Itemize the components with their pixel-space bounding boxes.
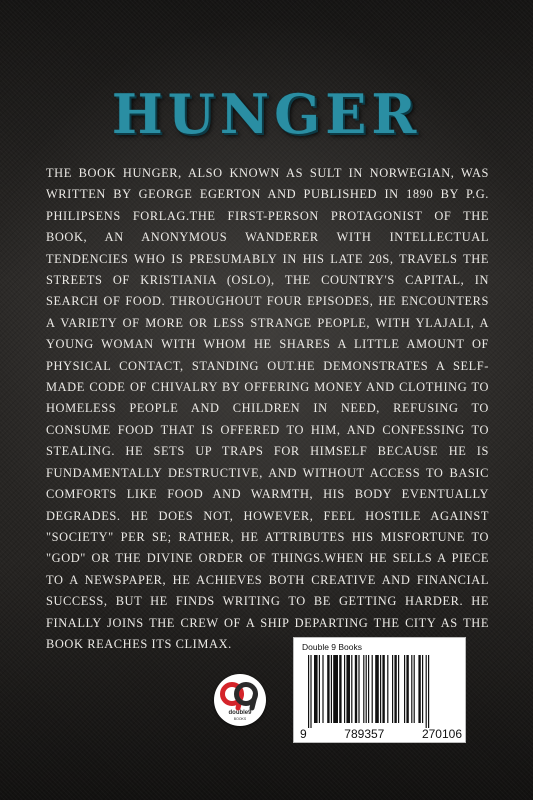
barcode-bar bbox=[355, 655, 357, 723]
barcode-bar bbox=[414, 655, 415, 723]
barcode-bar bbox=[339, 655, 341, 723]
book-title: HUNGER bbox=[111, 82, 422, 146]
isbn-group-1: 789357 bbox=[344, 727, 385, 741]
barcode-bar bbox=[404, 655, 405, 723]
logo-wordmark: double9 bbox=[228, 710, 252, 716]
barcode-bar bbox=[375, 655, 379, 723]
barcode-publisher-label: Double 9 Books bbox=[302, 642, 363, 652]
barcode-bar bbox=[406, 655, 408, 723]
publisher-logo bbox=[214, 674, 266, 726]
barcode-bar bbox=[392, 655, 393, 723]
barcode-bar bbox=[333, 655, 338, 723]
barcode-bar bbox=[331, 655, 332, 723]
barcode-bar bbox=[351, 655, 352, 723]
barcode-bar bbox=[346, 655, 350, 723]
isbn-number bbox=[300, 727, 462, 741]
barcode-bar bbox=[322, 655, 323, 723]
barcode-bar bbox=[411, 655, 412, 723]
barcode-bar bbox=[310, 655, 311, 728]
barcode-bar bbox=[366, 655, 367, 723]
barcode-bar bbox=[308, 655, 309, 728]
barcode-bar bbox=[428, 655, 429, 728]
barcode-bar bbox=[387, 655, 388, 723]
isbn-barcode bbox=[293, 637, 466, 743]
logo-sub: BOOKS bbox=[233, 717, 247, 721]
double-9-books-logo-icon bbox=[214, 674, 266, 726]
barcode-bar bbox=[398, 655, 399, 723]
barcode-bar bbox=[394, 655, 396, 723]
isbn-group-2: 270106 bbox=[421, 727, 462, 741]
barcode-bar bbox=[327, 655, 329, 723]
barcode-bar bbox=[358, 655, 359, 723]
barcode-bar bbox=[314, 655, 318, 723]
barcode-bar bbox=[426, 655, 427, 728]
barcode-bar bbox=[372, 655, 373, 723]
isbn-prefix: 9 bbox=[300, 727, 307, 741]
barcode-bar bbox=[344, 655, 345, 723]
barcode-bar bbox=[382, 655, 384, 723]
barcode-bar bbox=[418, 655, 420, 723]
barcode-bar bbox=[422, 655, 423, 723]
barcode-bar bbox=[319, 655, 320, 723]
barcode-bar bbox=[363, 655, 364, 723]
book-synopsis: THE BOOK HUNGER, ALSO KNOWN AS SULT IN NORWEGIAN, WAS WRITTEN BY GEORGE EGERTON AND PUBLISHED IN 1890 BY P.G. PHILIPSENS FORLAG.THE FIRST-PERSON PROTAGONIST OF THE BOOK, AN ANONYMOUS WANDERER WITH INTELLECTUAL TENDENCIES WHO IS PRESUMABLY IN HIS LATE 20S, TRAVELS THE STREETS OF KRISTIANIA (OSLO), THE COUNTRY'S CAPITAL, IN SEARCH OF FOOD. THROUGHOUT FOUR EPISODES, HE ENCOUNTERS A VARIETY OF MORE OR LESS STRANGE PEOPLE, WITH YLAJALI, A YOUNG WOMAN WITH WHOM HE SHARES A LITTLE AMOUNT OF PHYSICAL CONTACT, STANDING OUT.HE DEMONSTRATES A SELF-MADE CODE OF CHIVALRY BY OFFERING MONEY AND CLOTHING TO HOMELESS PEOPLE AND CHILDREN IN NEED, REFUSING TO CONSUME FOOD THAT IS OFFERED TO HIM, AND CONFESSING TO STEALING. HE SETS UP TRAPS FOR HIMSELF BECAUSE HE IS FUNDAMENTALLY DESTRUCTIVE, AND WITHOUT ACCESS TO BASIC COMFORTS LIKE FOOD AND WARMTH, HIS BODY EVENTUALLY DEGRADES. HE DOES NOT, HOWEVER, FEEL HOSTILE AGAINST "SOCIETY" PER SE; RATHER, HE ATTRIBUTES HIS MISFORTUNE TO "GOD" OR THE DIVINE ORDER OF THINGS.WHEN HE SELLS A PIECE TO A NEWSPAPER, HE ACHIEVES BOTH CREATIVE AND FINANCIAL SUCCESS, BUT HE FINDS WRITING TO BE GETTING HARDER. HE FINALLY JOINS THE CREW OF A SHIP DEPARTING THE CITY AS THE BOOK REACHES ITS CLIMAX. bbox=[46, 166, 489, 651]
barcode-bar bbox=[368, 655, 369, 723]
barcode-bar bbox=[380, 655, 381, 723]
